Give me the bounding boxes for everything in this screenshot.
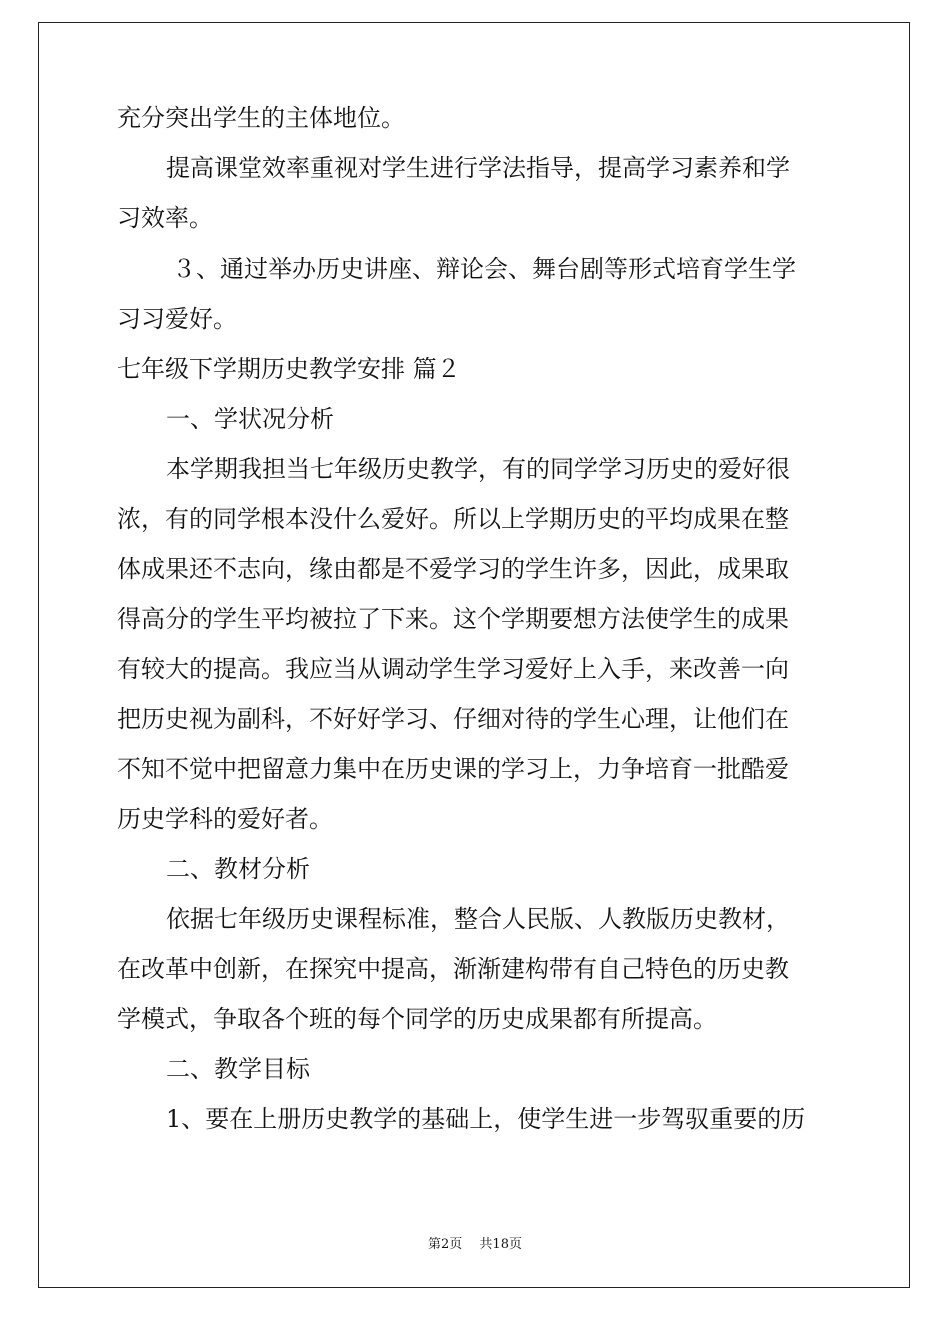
text-line: 依据七年级历史课程标准，整合人民版、人教版历史教材， [166,905,790,933]
text-line: 把历史视为副科，不好好学习、仔细对待的学生心理，让他们在 [117,705,789,733]
text-line: 充分突出学生的主体地位。 [117,104,405,132]
page-number: 第2页 共18页 [428,1237,522,1252]
text-line: 历史学科的爱好者。 [117,805,333,833]
section-heading: 七年级下学期历史教学安排 篇２ [117,355,461,383]
text-line: 本学期我担当七年级历史教学，有的同学学习历史的爱好很 [166,455,790,483]
text-line: ３、通过举办历史讲座、辩论会、舞台剧等形式培育学生学 [172,255,796,283]
text-line: 在改革中创新，在探究中提高，渐渐建构带有自己特色的历史教 [117,955,789,983]
text-line: 习效率。 [117,204,213,232]
subheading: 二、教材分析 [166,855,310,883]
text-line: 有较大的提高。我应当从调动学生学习爱好上入手，来改善一向 [117,655,789,683]
text-line: 1、要在上册历史教学的基础上，使学生进一步驾驭重要的历 [166,1105,806,1133]
text-line: 习习爱好。 [117,305,237,333]
subheading: 一、学状况分析 [166,405,334,433]
text-line: 不知不觉中把留意力集中在历史课的学习上，力争培育一批酷爱 [117,755,789,783]
subheading: 二、教学目标 [166,1055,310,1083]
text-line: 提高课堂效率重视对学生进行学法指导，提高学习素养和学 [166,154,790,182]
text-line: 学模式，争取各个班的每个同学的历史成果都有所提高。 [117,1005,717,1033]
text-line: 体成果还不志向，缘由都是不爱学习的学生许多，因此，成果取 [117,555,789,583]
text-line: 得高分的学生平均被拉了下来。这个学期要想方法使学生的成果 [117,605,789,633]
text-line: 浓，有的同学根本没什么爱好。所以上学期历史的平均成果在整 [117,505,789,533]
